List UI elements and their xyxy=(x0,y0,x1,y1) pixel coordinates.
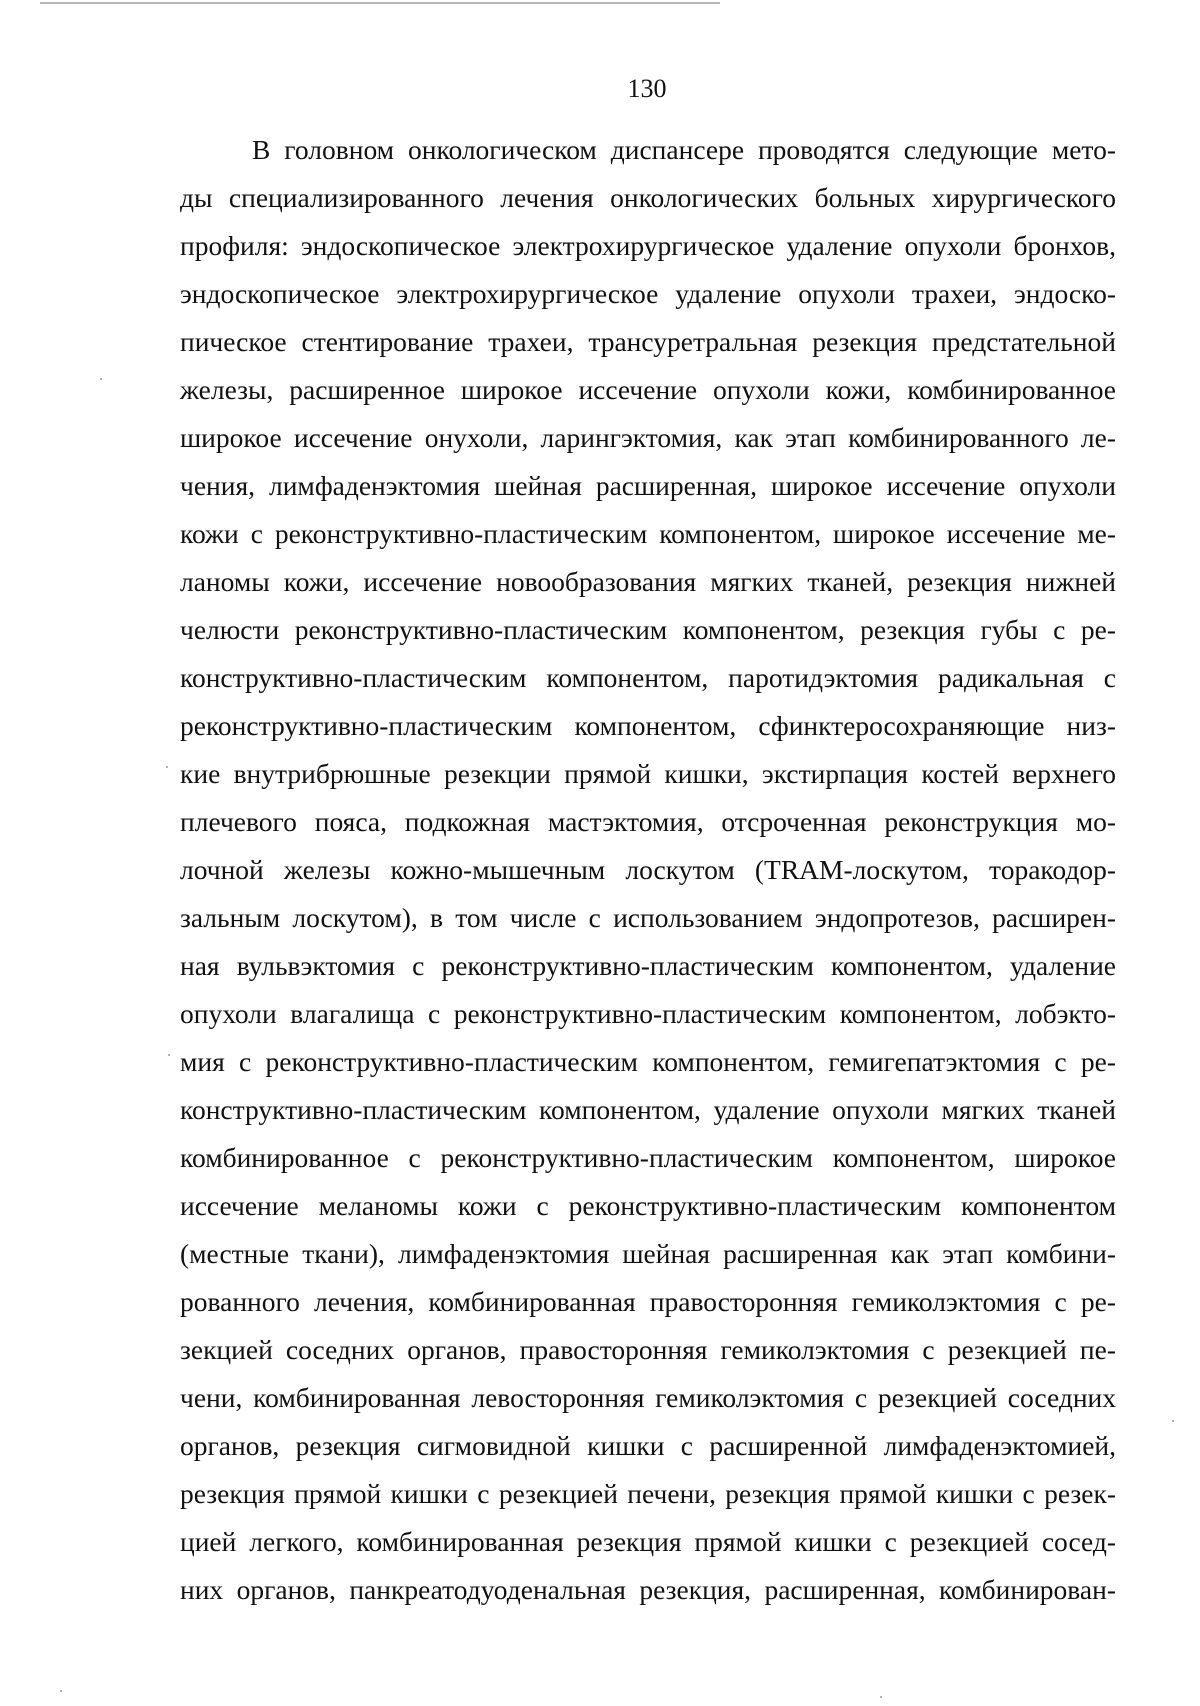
scan-edge-line xyxy=(40,2,720,4)
page-number: 130 xyxy=(627,74,667,103)
text-line: конструктивно-пластическим компонентом, удаление опухоли мягких тканей xyxy=(180,1094,1116,1125)
text-line: (местные ткани), лимфаденэктомия шейная расширенная как этап комбини- xyxy=(180,1238,1116,1269)
text-line: мия с реконструктивно-пластическим компонентом, гемигепатэктомия с ре- xyxy=(180,1046,1116,1077)
scan-speck xyxy=(60,1690,62,1692)
text-line: пическое стентирование трахеи, трансуретральная резекция предстательной xyxy=(180,326,1116,357)
text-line: чени, комбинированная левосторонняя гемиколэктомия с резекцией соседних xyxy=(180,1382,1116,1413)
text-line: плечевого пояса, подкожная мастэктомия, отсроченная реконструкция мо- xyxy=(180,806,1116,837)
scan-speck xyxy=(880,1696,882,1698)
text-line: В головном онкологическом диспансере проводятся следующие мето- xyxy=(252,134,1116,165)
text-line: реконструктивно-пластическим компонентом, сфинктеросохраняющие низ- xyxy=(180,710,1116,741)
text-line: рованного лечения, комбинированная правосторонняя гемиколэктомия с ре- xyxy=(180,1286,1116,1317)
text-line: железы, расширенное широкое иссечение опухоли кожи, комбинированное xyxy=(180,374,1116,405)
body-paragraph xyxy=(180,126,1116,1614)
text-line: кие внутрибрюшные резекции прямой кишки, экстирпация костей верхнего xyxy=(180,758,1116,789)
text-line: челюсти реконструктивно-пластическим компонентом, резекция губы с ре- xyxy=(180,614,1116,645)
text-line: ная вульвэктомия с реконструктивно-пластическим компонентом, удаление xyxy=(180,950,1116,981)
text-line: профиля: эндоскопическое электрохирургическое удаление опухоли бронхов, xyxy=(180,230,1116,261)
text-line: зальным лоскутом), в том числе с использованием эндопротезов, расширен- xyxy=(180,902,1116,933)
text-line: цией легкого, комбинированная резекция прямой кишки с резекцией сосед- xyxy=(180,1526,1116,1557)
text-line: комбинированное с реконструктивно-пластическим компонентом, широкое xyxy=(180,1142,1116,1173)
text-line: широкое иссечение онухоли, ларингэктомия, как этап комбинированного ле- xyxy=(180,422,1116,453)
text-line: эндоскопическое электрохирургическое удаление опухоли трахеи, эндоско- xyxy=(180,278,1116,309)
text-line: иссечение меланомы кожи с реконструктивно-пластическим компонентом xyxy=(180,1190,1116,1221)
scan-speck xyxy=(100,378,102,380)
scan-speck xyxy=(166,766,168,768)
scan-speck xyxy=(168,1054,170,1056)
text-line: ланомы кожи, иссечение новообразования мягких тканей, резекция нижней xyxy=(180,566,1116,597)
text-line: ды специализированного лечения онкологических больных хирургического xyxy=(180,182,1116,213)
text-line: кожи с реконструктивно-пластическим компонентом, широкое иссечение ме- xyxy=(180,518,1116,549)
text-line: резекция прямой кишки с резекцией печени, резекция прямой кишки с резек- xyxy=(180,1478,1116,1509)
text-line: лочной железы кожно-мышечным лоскутом (TRAM-лоскутом, торакодор- xyxy=(180,854,1116,885)
text-line: чения, лимфаденэктомия шейная расширенная, широкое иссечение опухоли xyxy=(180,470,1116,501)
text-line: опухоли влагалища с реконструктивно-пластическим компонентом, лобэкто- xyxy=(180,998,1116,1029)
scan-speck xyxy=(1172,1420,1174,1422)
text-line: органов, резекция сигмовидной кишки с расширенной лимфаденэктомией, xyxy=(180,1430,1116,1461)
text-line: них органов, панкреатодуоденальная резекция, расширенная, комбинирован- xyxy=(180,1574,1116,1605)
text-line: зекцией соседних органов, правосторонняя гемиколэктомия с резекцией пе- xyxy=(180,1334,1116,1365)
text-line: конструктивно-пластическим компонентом, паротидэктомия радикальная с xyxy=(180,662,1116,693)
